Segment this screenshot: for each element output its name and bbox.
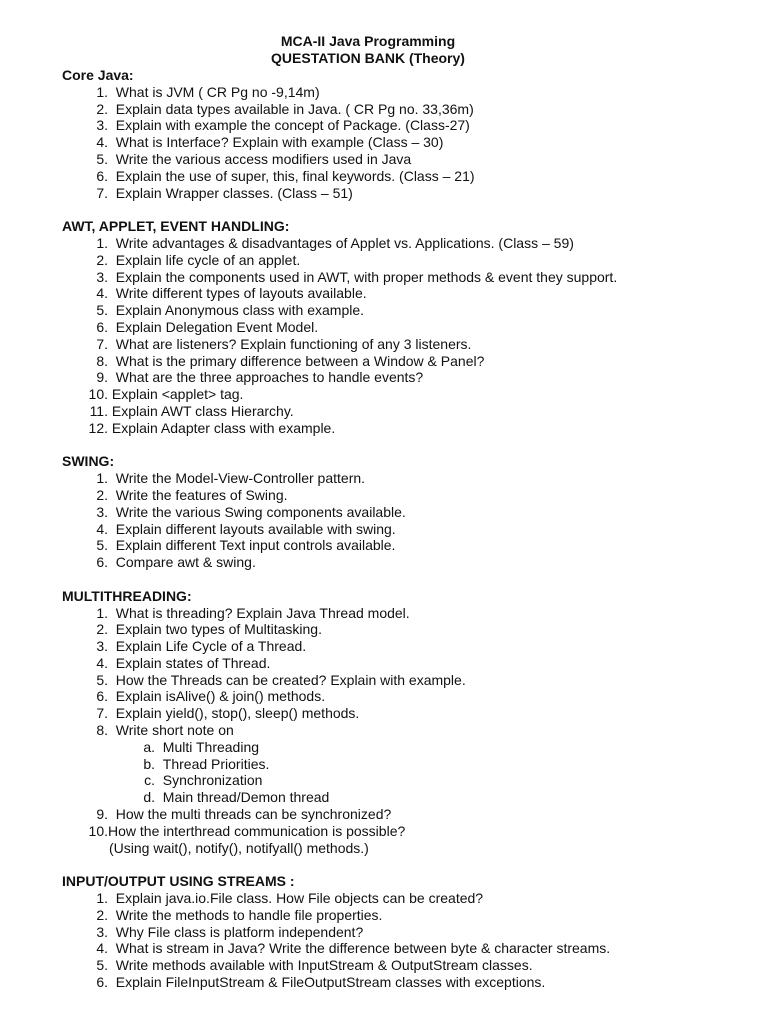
section-heading: AWT, APPLET, EVENT HANDLING: [62,218,290,235]
list-item: 4. Write different types of layouts available. [96,285,367,302]
question-list [62,67,752,1008]
list-item: 12. Explain Adapter class with example. [88,419,336,436]
list-item: 7. Explain yield(), stop(), sleep() methods. [96,705,360,722]
list-item: 10. Explain <applet> tag. [88,386,244,403]
list-item: 4. Explain states of Thread. [96,654,271,671]
section-heading: Core Java: [62,67,134,83]
list-item: 2. Explain life cycle of an applet. [96,251,301,268]
list-item-continuation: (Using wait(), notify(), notifyall() methods.) [109,839,369,856]
list-item: 1. What is JVM ( CR Pg no -9,14m) [96,83,320,100]
list-item: 6. Explain the use of super, this, final keywords. (Class – 21) [96,167,475,184]
list-item: 7. What are listeners? Explain functioning of any 3 listeners. [96,335,472,352]
list-item: 6. Explain isAlive() & join() methods. [96,688,326,705]
list-item: 6. Compare awt & swing. [96,554,256,571]
list-item: 2. Explain two types of Multitasking. [96,621,322,638]
list-item: 1. Write advantages & disadvantages of Applet vs. Applications. (Class – 59) [96,234,574,251]
list-item: 5. Explain Anonymous class with example. [96,302,365,319]
list-item: 3. Explain Life Cycle of a Thread. [96,638,307,655]
list-item: 7. Explain Wrapper classes. (Class – 51) [96,184,353,201]
list-item: 8. Write short note on [96,722,234,739]
title-line-2: QUESTATION BANK (Theory) [271,50,465,66]
section-io-streams [62,873,752,991]
list-item: 1. What is threading? Explain Java Thread model. [96,604,410,621]
sub-list-item: b. Thread Priorities. [143,755,270,772]
list-item: 3. Write the various Swing components available. [96,503,406,520]
list-item: 5. How the Threads can be created? Explain with example. [96,671,466,688]
list-item: 3. Why File class is platform independent? [96,923,364,940]
list-item: 5. Write the various access modifiers used in Java [96,150,412,167]
section-core-java [62,67,752,201]
list-item: 9. What are the three approaches to handle events? [96,369,424,386]
section-awt-applet-event [62,218,752,436]
list-item: 8. What is the primary difference between a Window & Panel? [96,352,485,369]
list-item: 4. What is stream in Java? Write the difference between byte & character streams. [96,940,611,957]
list-item: 9. How the multi threads can be synchronized? [96,806,392,823]
list-item: 3. Explain the components used in AWT, with proper methods & event they support. [96,268,618,285]
list-item: 6. Explain FileInputStream & FileOutputStream classes with exceptions. [96,974,546,991]
sub-list-item: a. Multi Threading [143,738,260,755]
sub-list-item: c. Synchronization [144,772,263,789]
list-item: 11. Explain AWT class Hierarchy. [89,402,294,419]
section-heading: INPUT/OUTPUT USING STREAMS : [62,873,295,890]
list-item: 10. How the interthread communication is possible? [88,822,406,839]
list-item: 4. What is Interface? Explain with example (Class – 30) [96,134,444,151]
list-item: 4. Explain different layouts available with swing. [96,520,396,537]
section-heading: MULTITHREADING: [62,587,192,604]
list-item: 2. Write the features of Swing. [96,486,288,503]
list-item: 1. Explain java.io.File class. How File objects can be created? [96,890,484,907]
list-item: 6. Explain Delegation Event Model. [96,318,319,335]
section-heading: SWING: [62,453,115,470]
list-item: 5. Explain different Text input controls available. [96,537,396,554]
section-swing [62,453,752,571]
list-item: 3. Explain with example the concept of Package. (Class-27) [96,117,470,134]
list-item: 5. Write methods available with InputStream & OutputStream classes. [96,957,533,974]
section-multithreading [62,588,752,857]
sub-list-item: d. Main thread/Demon thread [143,789,330,806]
list-item: 2. Write the methods to handle file properties. [96,906,383,923]
list-item: 2. Explain data types available in Java. ( CR Pg no. 33,36m) [96,100,474,117]
title-line-1: MCA-II Java Programming [280,33,456,49]
list-item: 1. Write the Model-View-Controller pattern. [96,470,366,487]
document-title [0,33,736,67]
